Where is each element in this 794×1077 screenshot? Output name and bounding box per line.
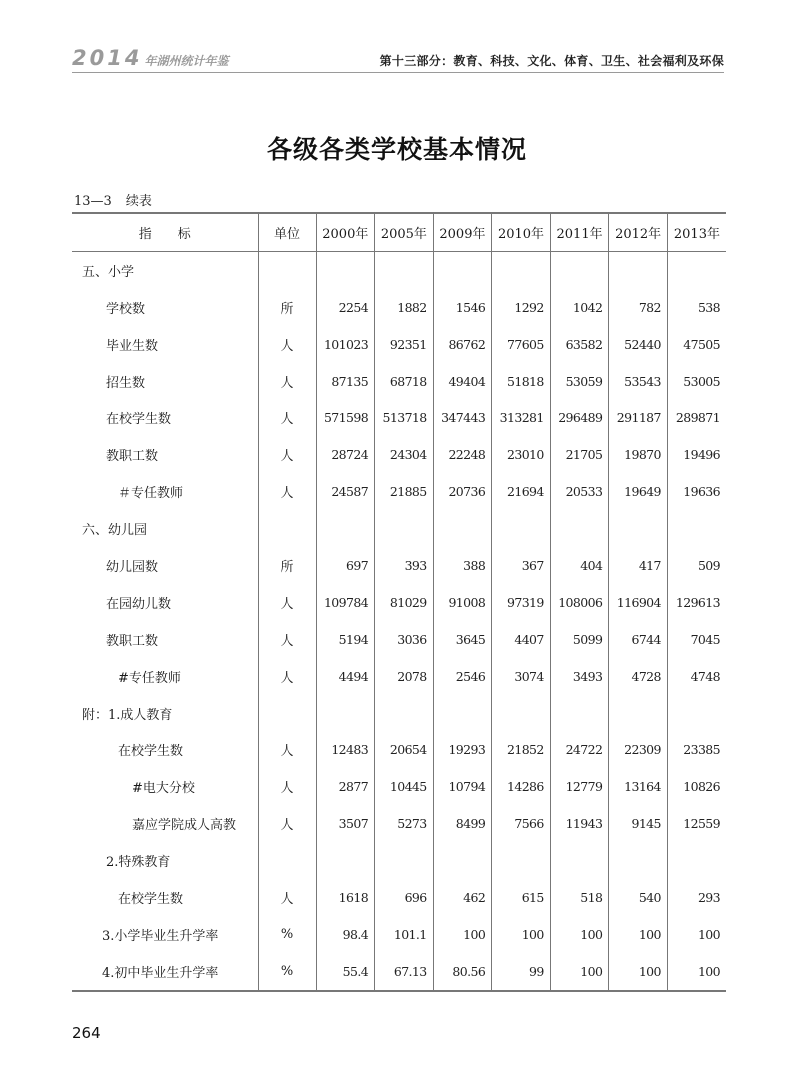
cell-value bbox=[667, 510, 726, 547]
row-unit bbox=[258, 251, 316, 288]
cell-value: 80.56 bbox=[433, 953, 492, 991]
cell-value: 313281 bbox=[492, 399, 551, 436]
cell-value: 13164 bbox=[609, 768, 668, 805]
table-row bbox=[72, 547, 726, 584]
table-row bbox=[72, 768, 726, 805]
cell-value: 52440 bbox=[609, 326, 668, 363]
cell-value: 91008 bbox=[433, 584, 492, 621]
row-label: 五、小学 bbox=[82, 264, 135, 280]
cell-value bbox=[375, 695, 434, 732]
cell-value bbox=[492, 510, 551, 547]
table-row bbox=[72, 510, 726, 547]
cell-value: 100 bbox=[667, 953, 726, 991]
cell-value: 2546 bbox=[433, 658, 492, 695]
cell-value: 347443 bbox=[433, 399, 492, 436]
cell-value: 53059 bbox=[550, 363, 609, 400]
running-head bbox=[72, 44, 724, 73]
yearbook-name: 年湖州统计年鉴 bbox=[144, 54, 229, 68]
cell-value: 388 bbox=[433, 547, 492, 584]
cell-value: 615 bbox=[492, 879, 551, 916]
row-label: #电大分校 bbox=[132, 781, 195, 797]
row-unit: 人 bbox=[258, 621, 316, 658]
page-number: 264 bbox=[72, 1024, 101, 1042]
cell-value: 697 bbox=[316, 547, 375, 584]
cell-value: 696 bbox=[375, 879, 434, 916]
row-unit: 人 bbox=[258, 805, 316, 842]
cell-value: 2254 bbox=[316, 289, 375, 326]
table-row bbox=[72, 326, 726, 363]
table-row bbox=[72, 731, 726, 768]
cell-value bbox=[550, 842, 609, 879]
cell-value: 571598 bbox=[316, 399, 375, 436]
cell-value bbox=[667, 251, 726, 288]
table-header-row bbox=[72, 213, 726, 251]
row-label: 招生数 bbox=[106, 375, 146, 391]
row-unit: 人 bbox=[258, 363, 316, 400]
cell-value: 86762 bbox=[433, 326, 492, 363]
cell-value: 4494 bbox=[316, 658, 375, 695]
header-year: 2013年 bbox=[667, 213, 726, 251]
cell-value: 12779 bbox=[550, 768, 609, 805]
header-year: 2010年 bbox=[492, 213, 551, 251]
cell-value: 782 bbox=[609, 289, 668, 326]
cell-value: 3074 bbox=[492, 658, 551, 695]
table-row bbox=[72, 658, 726, 695]
cell-value: 53005 bbox=[667, 363, 726, 400]
cell-value bbox=[550, 251, 609, 288]
cell-value: 296489 bbox=[550, 399, 609, 436]
cell-value bbox=[609, 510, 668, 547]
cell-value: 99 bbox=[492, 953, 551, 991]
cell-value: 2078 bbox=[375, 658, 434, 695]
table-row bbox=[72, 695, 726, 732]
table-caption bbox=[74, 190, 166, 209]
header-indicator: 指 标 bbox=[138, 226, 191, 242]
cell-value: 24722 bbox=[550, 731, 609, 768]
row-unit: 人 bbox=[258, 326, 316, 363]
row-unit: % bbox=[258, 916, 316, 953]
page-title: 各级各类学校基本情况 bbox=[266, 135, 527, 164]
header-year: 2005年 bbox=[375, 213, 434, 251]
cell-value bbox=[375, 251, 434, 288]
cell-value: 4728 bbox=[609, 658, 668, 695]
row-label: 幼儿园数 bbox=[106, 559, 159, 575]
cell-value: 10445 bbox=[375, 768, 434, 805]
cell-value bbox=[433, 510, 492, 547]
row-label: 学校数 bbox=[106, 301, 146, 317]
cell-value: 68718 bbox=[375, 363, 434, 400]
cell-value: 393 bbox=[375, 547, 434, 584]
cell-value: 81029 bbox=[375, 584, 434, 621]
row-label: 教职工数 bbox=[106, 633, 159, 649]
row-unit: 人 bbox=[258, 731, 316, 768]
table-row bbox=[72, 436, 726, 473]
cell-value: 100 bbox=[667, 916, 726, 953]
cell-value: 108006 bbox=[550, 584, 609, 621]
row-unit: 人 bbox=[258, 436, 316, 473]
cell-value bbox=[609, 251, 668, 288]
row-label: 在校学生数 bbox=[118, 744, 184, 760]
cell-value: 20654 bbox=[375, 731, 434, 768]
cell-value: 21885 bbox=[375, 473, 434, 510]
cell-value: 100 bbox=[433, 916, 492, 953]
cell-value: 129613 bbox=[667, 584, 726, 621]
row-label: 附：1.成人教育 bbox=[82, 707, 173, 723]
cell-value bbox=[316, 695, 375, 732]
cell-value: 19870 bbox=[609, 436, 668, 473]
row-label: 六、幼儿园 bbox=[82, 523, 148, 539]
cell-value: 14286 bbox=[492, 768, 551, 805]
cell-value: 116904 bbox=[609, 584, 668, 621]
cell-value: 28724 bbox=[316, 436, 375, 473]
cell-value: 3036 bbox=[375, 621, 434, 658]
cell-value: 47505 bbox=[667, 326, 726, 363]
row-label: 3.小学毕业生升学率 bbox=[102, 928, 219, 944]
header-unit: 单位 bbox=[258, 213, 316, 251]
row-unit: 人 bbox=[258, 768, 316, 805]
cell-value: 21852 bbox=[492, 731, 551, 768]
cell-value: 538 bbox=[667, 289, 726, 326]
table-body bbox=[72, 251, 726, 990]
cell-value: 10826 bbox=[667, 768, 726, 805]
cell-value bbox=[492, 251, 551, 288]
cell-value bbox=[316, 510, 375, 547]
table-row bbox=[72, 805, 726, 842]
cell-value: 24587 bbox=[316, 473, 375, 510]
table-row bbox=[72, 251, 726, 288]
table-row bbox=[72, 289, 726, 326]
cell-value: 19649 bbox=[609, 473, 668, 510]
row-label: ＃专任教师 bbox=[118, 486, 184, 502]
cell-value bbox=[433, 251, 492, 288]
table-note: 续表 bbox=[125, 194, 152, 209]
cell-value: 20736 bbox=[433, 473, 492, 510]
cell-value bbox=[316, 251, 375, 288]
header-year: 2000年 bbox=[316, 213, 375, 251]
cell-value: 63582 bbox=[550, 326, 609, 363]
header-year: 2009年 bbox=[433, 213, 492, 251]
row-label: 教职工数 bbox=[106, 449, 159, 465]
row-label: #专任教师 bbox=[118, 670, 181, 686]
cell-value: 7566 bbox=[492, 805, 551, 842]
cell-value: 4748 bbox=[667, 658, 726, 695]
row-unit: 人 bbox=[258, 584, 316, 621]
table-row bbox=[72, 473, 726, 510]
cell-value bbox=[375, 510, 434, 547]
cell-value: 87135 bbox=[316, 363, 375, 400]
cell-value: 513718 bbox=[375, 399, 434, 436]
cell-value: 100 bbox=[550, 953, 609, 991]
cell-value: 67.13 bbox=[375, 953, 434, 991]
row-unit: 人 bbox=[258, 658, 316, 695]
cell-value: 5194 bbox=[316, 621, 375, 658]
header-year: 2012年 bbox=[609, 213, 668, 251]
table-number: 13—3 bbox=[74, 194, 112, 209]
cell-value: 24304 bbox=[375, 436, 434, 473]
row-unit: 人 bbox=[258, 399, 316, 436]
row-label: 在园幼儿数 bbox=[106, 596, 172, 612]
cell-value: 109784 bbox=[316, 584, 375, 621]
cell-value bbox=[609, 842, 668, 879]
cell-value: 11943 bbox=[550, 805, 609, 842]
row-label: 2.特殊教育 bbox=[106, 855, 171, 871]
yearbook-year: 2014 bbox=[72, 46, 143, 70]
cell-value: 21705 bbox=[550, 436, 609, 473]
cell-value: 509 bbox=[667, 547, 726, 584]
table-row bbox=[72, 879, 726, 916]
table-row bbox=[72, 842, 726, 879]
table-row bbox=[72, 584, 726, 621]
cell-value: 19636 bbox=[667, 473, 726, 510]
cell-value bbox=[667, 842, 726, 879]
cell-value: 5273 bbox=[375, 805, 434, 842]
table-row bbox=[72, 916, 726, 953]
cell-value: 3507 bbox=[316, 805, 375, 842]
cell-value: 100 bbox=[609, 953, 668, 991]
cell-value bbox=[375, 842, 434, 879]
cell-value: 6744 bbox=[609, 621, 668, 658]
row-label: 在校学生数 bbox=[118, 891, 184, 907]
cell-value: 3493 bbox=[550, 658, 609, 695]
cell-value: 2877 bbox=[316, 768, 375, 805]
cell-value: 404 bbox=[550, 547, 609, 584]
cell-value: 289871 bbox=[667, 399, 726, 436]
cell-value: 21694 bbox=[492, 473, 551, 510]
cell-value: 9145 bbox=[609, 805, 668, 842]
cell-value: 367 bbox=[492, 547, 551, 584]
statistics-table bbox=[72, 212, 726, 992]
header-year: 2011年 bbox=[550, 213, 609, 251]
cell-value: 3645 bbox=[433, 621, 492, 658]
table-row bbox=[72, 363, 726, 400]
row-unit: 所 bbox=[258, 547, 316, 584]
row-label: 嘉应学院成人高教 bbox=[132, 818, 237, 834]
cell-value: 293 bbox=[667, 879, 726, 916]
cell-value: 1618 bbox=[316, 879, 375, 916]
row-unit: 人 bbox=[258, 473, 316, 510]
cell-value: 101.1 bbox=[375, 916, 434, 953]
cell-value: 12483 bbox=[316, 731, 375, 768]
cell-value bbox=[492, 695, 551, 732]
cell-value: 8499 bbox=[433, 805, 492, 842]
cell-value: 518 bbox=[550, 879, 609, 916]
cell-value: 22309 bbox=[609, 731, 668, 768]
cell-value: 53543 bbox=[609, 363, 668, 400]
cell-value: 55.4 bbox=[316, 953, 375, 991]
cell-value: 10794 bbox=[433, 768, 492, 805]
cell-value: 291187 bbox=[609, 399, 668, 436]
cell-value: 49404 bbox=[433, 363, 492, 400]
cell-value bbox=[492, 842, 551, 879]
row-label: 在校学生数 bbox=[106, 412, 172, 428]
row-unit: 人 bbox=[258, 879, 316, 916]
cell-value: 1042 bbox=[550, 289, 609, 326]
cell-value: 22248 bbox=[433, 436, 492, 473]
cell-value: 23385 bbox=[667, 731, 726, 768]
cell-value: 100 bbox=[492, 916, 551, 953]
cell-value: 7045 bbox=[667, 621, 726, 658]
cell-value: 97319 bbox=[492, 584, 551, 621]
cell-value: 77605 bbox=[492, 326, 551, 363]
yearbook-logo bbox=[72, 46, 228, 70]
cell-value: 4407 bbox=[492, 621, 551, 658]
table-row bbox=[72, 621, 726, 658]
cell-value: 417 bbox=[609, 547, 668, 584]
cell-value: 100 bbox=[550, 916, 609, 953]
row-label: 4.初中毕业生升学率 bbox=[102, 965, 219, 981]
cell-value bbox=[609, 695, 668, 732]
cell-value: 101023 bbox=[316, 326, 375, 363]
cell-value: 19496 bbox=[667, 436, 726, 473]
cell-value bbox=[550, 695, 609, 732]
cell-value bbox=[433, 842, 492, 879]
row-unit bbox=[258, 842, 316, 879]
row-unit bbox=[258, 510, 316, 547]
cell-value: 92351 bbox=[375, 326, 434, 363]
row-unit: % bbox=[258, 953, 316, 991]
cell-value: 5099 bbox=[550, 621, 609, 658]
cell-value bbox=[550, 510, 609, 547]
row-label: 毕业生数 bbox=[106, 338, 159, 354]
row-unit bbox=[258, 695, 316, 732]
cell-value: 98.4 bbox=[316, 916, 375, 953]
cell-value bbox=[433, 695, 492, 732]
row-unit: 所 bbox=[258, 289, 316, 326]
cell-value: 100 bbox=[609, 916, 668, 953]
cell-value: 20533 bbox=[550, 473, 609, 510]
cell-value: 23010 bbox=[492, 436, 551, 473]
cell-value: 51818 bbox=[492, 363, 551, 400]
cell-value: 12559 bbox=[667, 805, 726, 842]
section-title: 第十三部分：教育、科技、文化、体育、卫生、社会福利及环保 bbox=[379, 54, 724, 68]
table-row bbox=[72, 953, 726, 991]
cell-value: 1546 bbox=[433, 289, 492, 326]
table-row bbox=[72, 399, 726, 436]
cell-value: 462 bbox=[433, 879, 492, 916]
cell-value bbox=[667, 695, 726, 732]
cell-value bbox=[316, 842, 375, 879]
cell-value: 1292 bbox=[492, 289, 551, 326]
cell-value: 540 bbox=[609, 879, 668, 916]
cell-value: 19293 bbox=[433, 731, 492, 768]
cell-value: 1882 bbox=[375, 289, 434, 326]
